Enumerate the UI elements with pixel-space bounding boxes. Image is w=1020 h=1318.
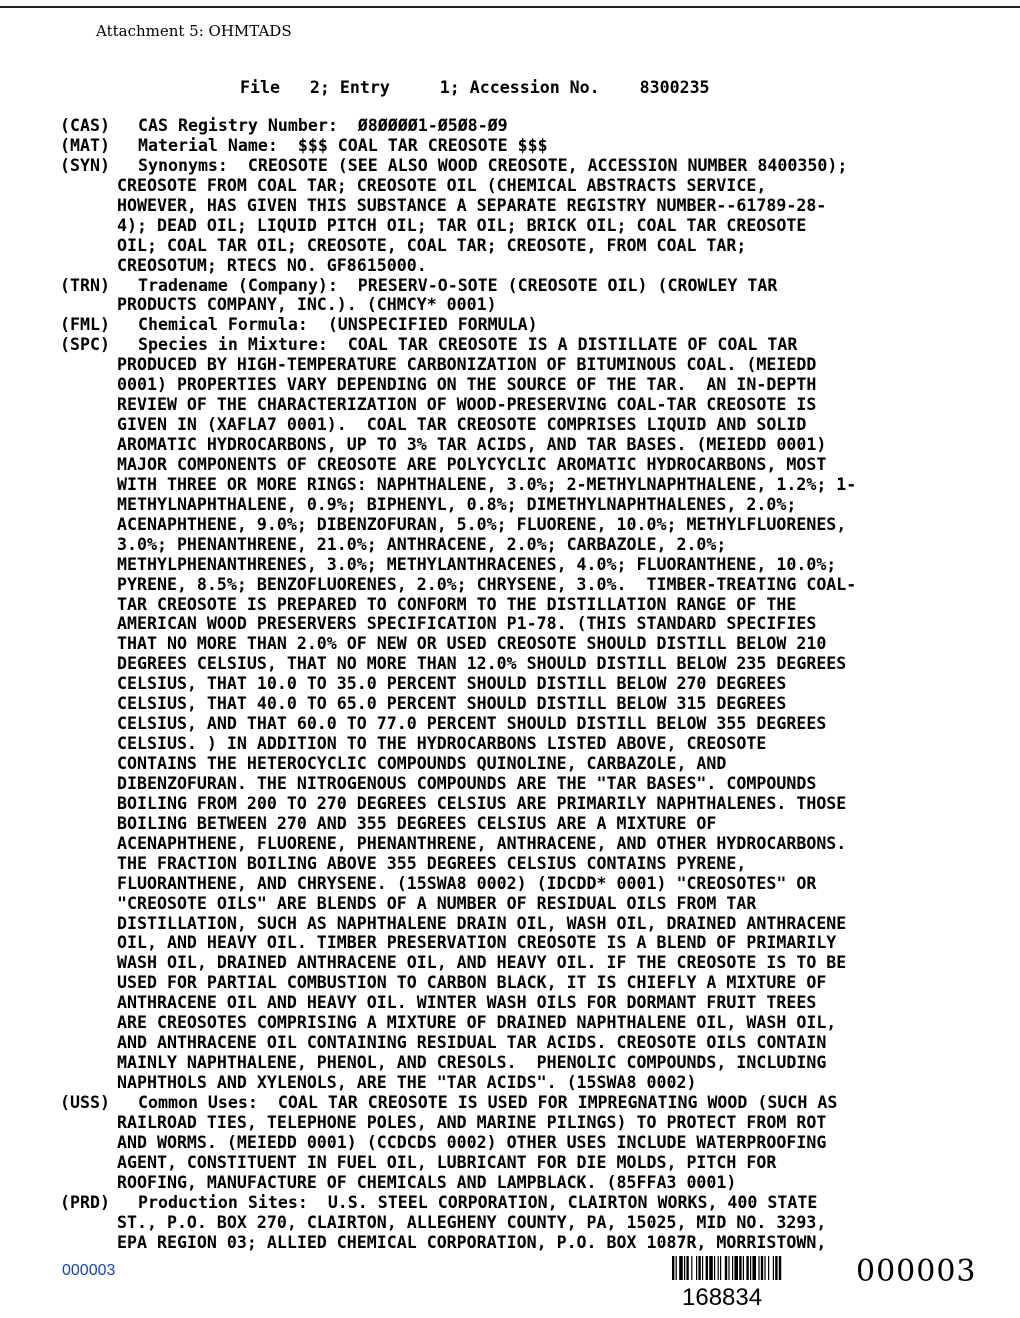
record-line [0,1133,1020,1153]
record-line [0,634,1020,654]
field-text: DIBENZOFURAN. THE NITROGENOUS COMPOUNDS ARE THE "TAR BASES". COMPOUNDS [117,773,817,793]
field-text: ACENAPHTHENE, FLUORENE, PHENANTHRENE, ANTHRACENE, AND OTHER HYDROCARBONS. [117,833,847,853]
footer-stamp-number: 000003 [856,1254,977,1289]
barcode-bar [686,1256,688,1280]
field-tag: (SYN) [60,155,110,175]
field-text: ST., P.O. BOX 270, CLAIRTON, ALLEGHENY COUNTY, PA, 15025, MID NO. 3293, [117,1212,827,1232]
field-text: GIVEN IN (XAFLA7 0001). COAL TAR CREOSOTE COMPRISES LIQUID AND SOLID [117,415,807,435]
field-text: METHYLPHENANTHRENES, 3.0%; METHYLANTHRACENES, 4.0%; FLUORANTHENE, 10.0%; [117,554,837,574]
field-text: DISTILLATION, SUCH AS NAPHTHALENE DRAIN OIL, WASH OIL, DRAINED ANTHRACENE [117,913,847,933]
field-text: AMERICAN WOOD PRESERVERS SPECIFICATION P1-78. (THIS STANDARD SPECIFIES [117,614,817,634]
barcode-bar [691,1256,692,1280]
record-line [0,395,1020,415]
record-line [0,535,1020,555]
barcode-bar [752,1256,756,1280]
record-field [0,156,1020,276]
record-line [0,435,1020,455]
record-field [0,136,1020,156]
field-tag: (SPC) [60,335,110,355]
record-line [0,973,1020,993]
record-line [0,1113,1020,1133]
field-text: AGENT, CONSTITUENT IN FUEL OIL, LUBRICANT FOR DIE MOLDS, PITCH FOR [117,1152,777,1172]
record-line [0,375,1020,395]
record-line [0,734,1020,754]
file-entry-line: File 2; Entry 1; Accession No. 8300235 [240,78,710,97]
barcode-icon [672,1256,818,1280]
field-text: CELSIUS. ) IN ADDITION TO THE HYDROCARBONS LISTED ABOVE, CREOSOTE [117,734,767,754]
record-line [0,216,1020,236]
barcode-bar [758,1256,759,1280]
record-field [0,1093,1020,1193]
field-text: NAPHTHOLS AND XYLENOLS, ARE THE "TAR ACIDS". (15SWA8 0002) [117,1073,697,1092]
field-text: CONTAINS THE HETEROCYCLIC COMPOUNDS QUINOLINE, CARBAZOLE, AND [117,754,727,773]
field-text: CAS Registry Number: Ø8ØØØØ1-Ø5Ø8-Ø9 [138,116,508,135]
field-text: PRODUCED BY HIGH-TEMPERATURE CARBONIZATION OF BITUMINOUS COAL. (MEIEDD [117,355,817,375]
field-text: ANTHRACENE OIL AND HEAVY OIL. WINTER WASH OILS FOR DORMANT FRUIT TREES [117,993,817,1013]
field-text: ROOFING, MANUFACTURE OF CHEMICALS AND LAMPBLACK. (85FFA3 0001) [117,1172,737,1192]
record-line [0,754,1020,774]
record-line [0,156,1020,176]
record-line [0,256,1020,276]
top-rule [0,6,1020,8]
field-text: TAR CREOSOTE IS PREPARED TO CONFORM TO THE DISTILLATION RANGE OF THE [117,594,797,614]
field-text: AND WORMS. (MEIEDD 0001) (CCDCDS 0002) OTHER USES INCLUDE WATERPROOFING [117,1132,827,1152]
field-text: PRODUCTS COMPANY, INC.). (CHMCY* 0001) [117,295,497,315]
record-line [0,276,1020,296]
record-line [0,1173,1020,1193]
record-line [0,1153,1020,1173]
barcode-bar [676,1256,677,1280]
record-line [0,1013,1020,1033]
barcode-bar [768,1256,769,1280]
field-text: Chemical Formula: (UNSPECIFIED FORMULA) [138,315,538,335]
field-text: EPA REGION 03; ALLIED CHEMICAL CORPORATION, P.O. BOX 1087R, MORRISTOWN, [117,1232,827,1252]
field-text: CREOSOTE FROM COAL TAR; CREOSOTE OIL (CHEMICAL ABSTRACTS SERVICE, [117,175,767,195]
barcode-bar [702,1256,703,1280]
footer-document-id: 168834 [682,1284,763,1311]
barcode-bar [773,1256,774,1280]
field-text: ARE CREOSOTES COMPRISING A MIXTURE OF DRAINED NAPHTHALENE OIL, WASH OIL, [117,1013,837,1033]
record-line [0,1233,1020,1253]
field-tag: (MAT) [60,135,110,155]
barcode-bar [728,1256,729,1280]
record-line [0,1193,1020,1213]
field-text: Tradename (Company): PRESERV-O-SOTE (CREOSOTE OIL) (CROWLEY TAR [138,275,778,295]
barcode-bar [714,1256,715,1280]
barcode-bar [679,1256,683,1280]
field-text: CELSIUS, THAT 10.0 TO 35.0 PERCENT SHOULD DISTILL BELOW 270 DEGREES [117,674,787,694]
barcode-bar [746,1256,748,1280]
record-line [0,176,1020,196]
record-line [0,854,1020,874]
record-line [0,894,1020,914]
field-tag: (TRN) [60,275,110,295]
field-text: METHYLNAPHTHALENE, 0.9%; BIPHENYL, 0.8%; DIMETHYLNAPHTHALENES, 2.0%; [117,494,797,514]
barcode-bar [743,1256,744,1280]
field-text: MAJOR COMPONENTS OF CREOSOTE ARE POLYCYCLIC AROMATIC HYDROCARBONS, MOST [117,454,827,474]
field-text: AROMATIC HYDROCARBONS, UP TO 3% TAR ACIDS, AND TAR BASES. (MEIEDD 0001) [117,435,827,454]
record-line [0,495,1020,515]
field-text: Material Name: $$$ COAL TAR CREOSOTE $$$ [138,135,548,155]
barcode-bar [739,1256,741,1280]
field-text: 4); DEAD OIL; LIQUID PITCH OIL; TAR OIL; BRICK OIL; COAL TAR CREOSOTE [117,215,807,235]
field-tag: (USS) [60,1092,110,1112]
field-text: REVIEW OF THE CHARACTERIZATION OF WOOD-PRESERVING COAL-TAR CREOSOTE IS [117,395,817,415]
record-line [0,455,1020,475]
record-line [0,1093,1020,1113]
field-text: Production Sites: U.S. STEEL CORPORATION, CLAIRTON WORKS, 400 STATE [138,1192,818,1212]
barcode-bar [720,1256,721,1280]
record-line [0,315,1020,335]
barcode-bar [734,1256,738,1280]
field-text: Synonyms: CREOSOTE (SEE ALSO WOOD CREOSOTE, ACCESSION NUMBER 8400350); [138,155,848,175]
barcode-bar [725,1256,727,1280]
record-line [0,714,1020,734]
field-text: PYRENE, 8.5%; BENZOFLUORENES, 2.0%; CHRYSENE, 3.0%. TIMBER-TREATING COAL- [117,574,857,594]
record-field [0,276,1020,316]
record-line [0,914,1020,934]
field-tag: (FML) [60,315,110,335]
record-line [0,136,1020,156]
record-line [0,1053,1020,1073]
record-line [0,415,1020,435]
barcode-bar [764,1256,765,1280]
record-line [0,614,1020,634]
field-text: Common Uses: COAL TAR CREOSOTE IS USED FOR IMPREGNATING WOOD (SUCH AS [138,1092,838,1112]
record-line [0,355,1020,375]
record-line [0,236,1020,256]
record-body [0,116,1020,1252]
record-line [0,335,1020,355]
field-text: FLUORANTHENE, AND CHRYSENE. (15SWA8 0002) (IDCDD* 0001) "CREOSOTES" OR [117,873,817,893]
record-line [0,814,1020,834]
field-text: WASH OIL, DRAINED ANTHRACENE OIL, AND HEAVY OIL. IF THE CREOSOTE IS TO BE [117,953,847,973]
record-line [0,1073,1020,1093]
record-line [0,1213,1020,1233]
footer-page-code: 000003 [62,1262,116,1279]
barcode-bar [779,1256,781,1280]
field-text: 0001) PROPERTIES VARY DEPENDING ON THE SOURCE OF THE TAR. AN IN-DEPTH [117,375,817,395]
record-line [0,295,1020,315]
record-field [0,1193,1020,1253]
record-line [0,834,1020,854]
record-line [0,874,1020,894]
field-text: DEGREES CELSIUS, THAT NO MORE THAN 12.0% SHOULD DISTILL BELOW 235 DEGREES [117,654,847,674]
record-line [0,555,1020,575]
field-text: Species in Mixture: COAL TAR CREOSOTE IS A DISTILLATE OF COAL TAR [138,335,798,355]
field-text: CREOSOTUM; RTECS NO. GF8615000. [117,255,427,275]
field-tag: (PRD) [60,1192,110,1212]
record-field [0,315,1020,335]
record-line [0,993,1020,1013]
barcode-bar [706,1256,708,1280]
field-text: WITH THREE OR MORE RINGS: NAPHTHALENE, 3.0%; 2-METHYLNAPHTHALENE, 1.2%; 1- [117,474,857,494]
record-line [0,953,1020,973]
barcode-bar [672,1256,674,1280]
field-text: MAINLY NAPHTHALENE, PHENOL, AND CRESOLS. PHENOLIC COMPOUNDS, INCLUDING [117,1053,827,1073]
field-text: OIL, AND HEAVY OIL. TIMBER PRESERVATION CREOSOTE IS A BLEND OF PRIMARILY [117,933,837,953]
record-field [0,335,1020,1093]
field-text: OIL; COAL TAR OIL; CREOSOTE, COAL TAR; CREOSOTE, FROM COAL TAR; [117,235,747,255]
record-line [0,654,1020,674]
record-line [0,475,1020,495]
record-line [0,694,1020,714]
field-text: HOWEVER, HAS GIVEN THIS SUBSTANCE A SEPARATE REGISTRY NUMBER--61789-28- [117,195,827,215]
field-text: THE FRACTION BOILING ABOVE 355 DEGREES CELSIUS CONTAINS PYRENE, [117,853,747,873]
field-text: ACENAPHTHENE, 9.0%; DIBENZOFURAN, 5.0%; FLUORENE, 10.0%; METHYLFLUORENES, [117,514,847,534]
record-line [0,595,1020,615]
record-line [0,116,1020,136]
barcode-bar [732,1256,733,1280]
barcode-bar [684,1256,685,1280]
record-line [0,674,1020,694]
record-line [0,794,1020,814]
barcode-bar [761,1256,763,1280]
record-line [0,515,1020,535]
field-text: CELSIUS, AND THAT 60.0 TO 77.0 PERCENT SHOULD DISTILL BELOW 355 DEGREES [117,714,827,734]
barcode-bar [718,1256,719,1280]
record-line [0,196,1020,216]
record-line [0,774,1020,794]
field-text: BOILING BETWEEN 270 AND 355 DEGREES CELSIUS ARE A MIXTURE OF [117,813,717,833]
record-line [0,575,1020,595]
barcode-bar [775,1256,777,1280]
barcode-bar [750,1256,751,1280]
field-text: USED FOR PARTIAL COMBUSTION TO CARBON BLACK, IT IS CHIEFLY A MIXTURE OF [117,973,827,993]
field-text: THAT NO MORE THAN 2.0% OF NEW OR USED CREOSOTE SHOULD DISTILL BELOW 210 [117,634,827,654]
barcode-bar [696,1256,697,1280]
barcode-bar [709,1256,713,1280]
field-tag: (CAS) [60,116,110,135]
barcode-bar [698,1256,700,1280]
field-text: RAILROAD TIES, TELEPHONE POLES, AND MARINE PILINGS) TO PROTECT FROM ROT [117,1112,827,1132]
field-text: AND ANTHRACENE OIL CONTAINING RESIDUAL TAR ACIDS. CREOSOTE OILS CONTAIN [117,1033,827,1053]
field-text: BOILING FROM 200 TO 270 DEGREES CELSIUS ARE PRIMARILY NAPHTHALENES. THOSE [117,793,847,813]
field-text: 3.0%; PHENANTHRENE, 21.0%; ANTHRACENE, 2.0%; CARBAZOLE, 2.0%; [117,534,727,554]
attachment-label: Attachment 5: OHMTADS [96,22,292,40]
record-line [0,933,1020,953]
record-field [0,116,1020,136]
field-text: "CREOSOTE OILS" ARE BLENDS OF A NUMBER OF RESIDUAL OILS FROM TAR [117,893,757,913]
record-line [0,1033,1020,1053]
field-text: CELSIUS, THAT 40.0 TO 65.0 PERCENT SHOULD DISTILL BELOW 315 DEGREES [117,694,787,714]
